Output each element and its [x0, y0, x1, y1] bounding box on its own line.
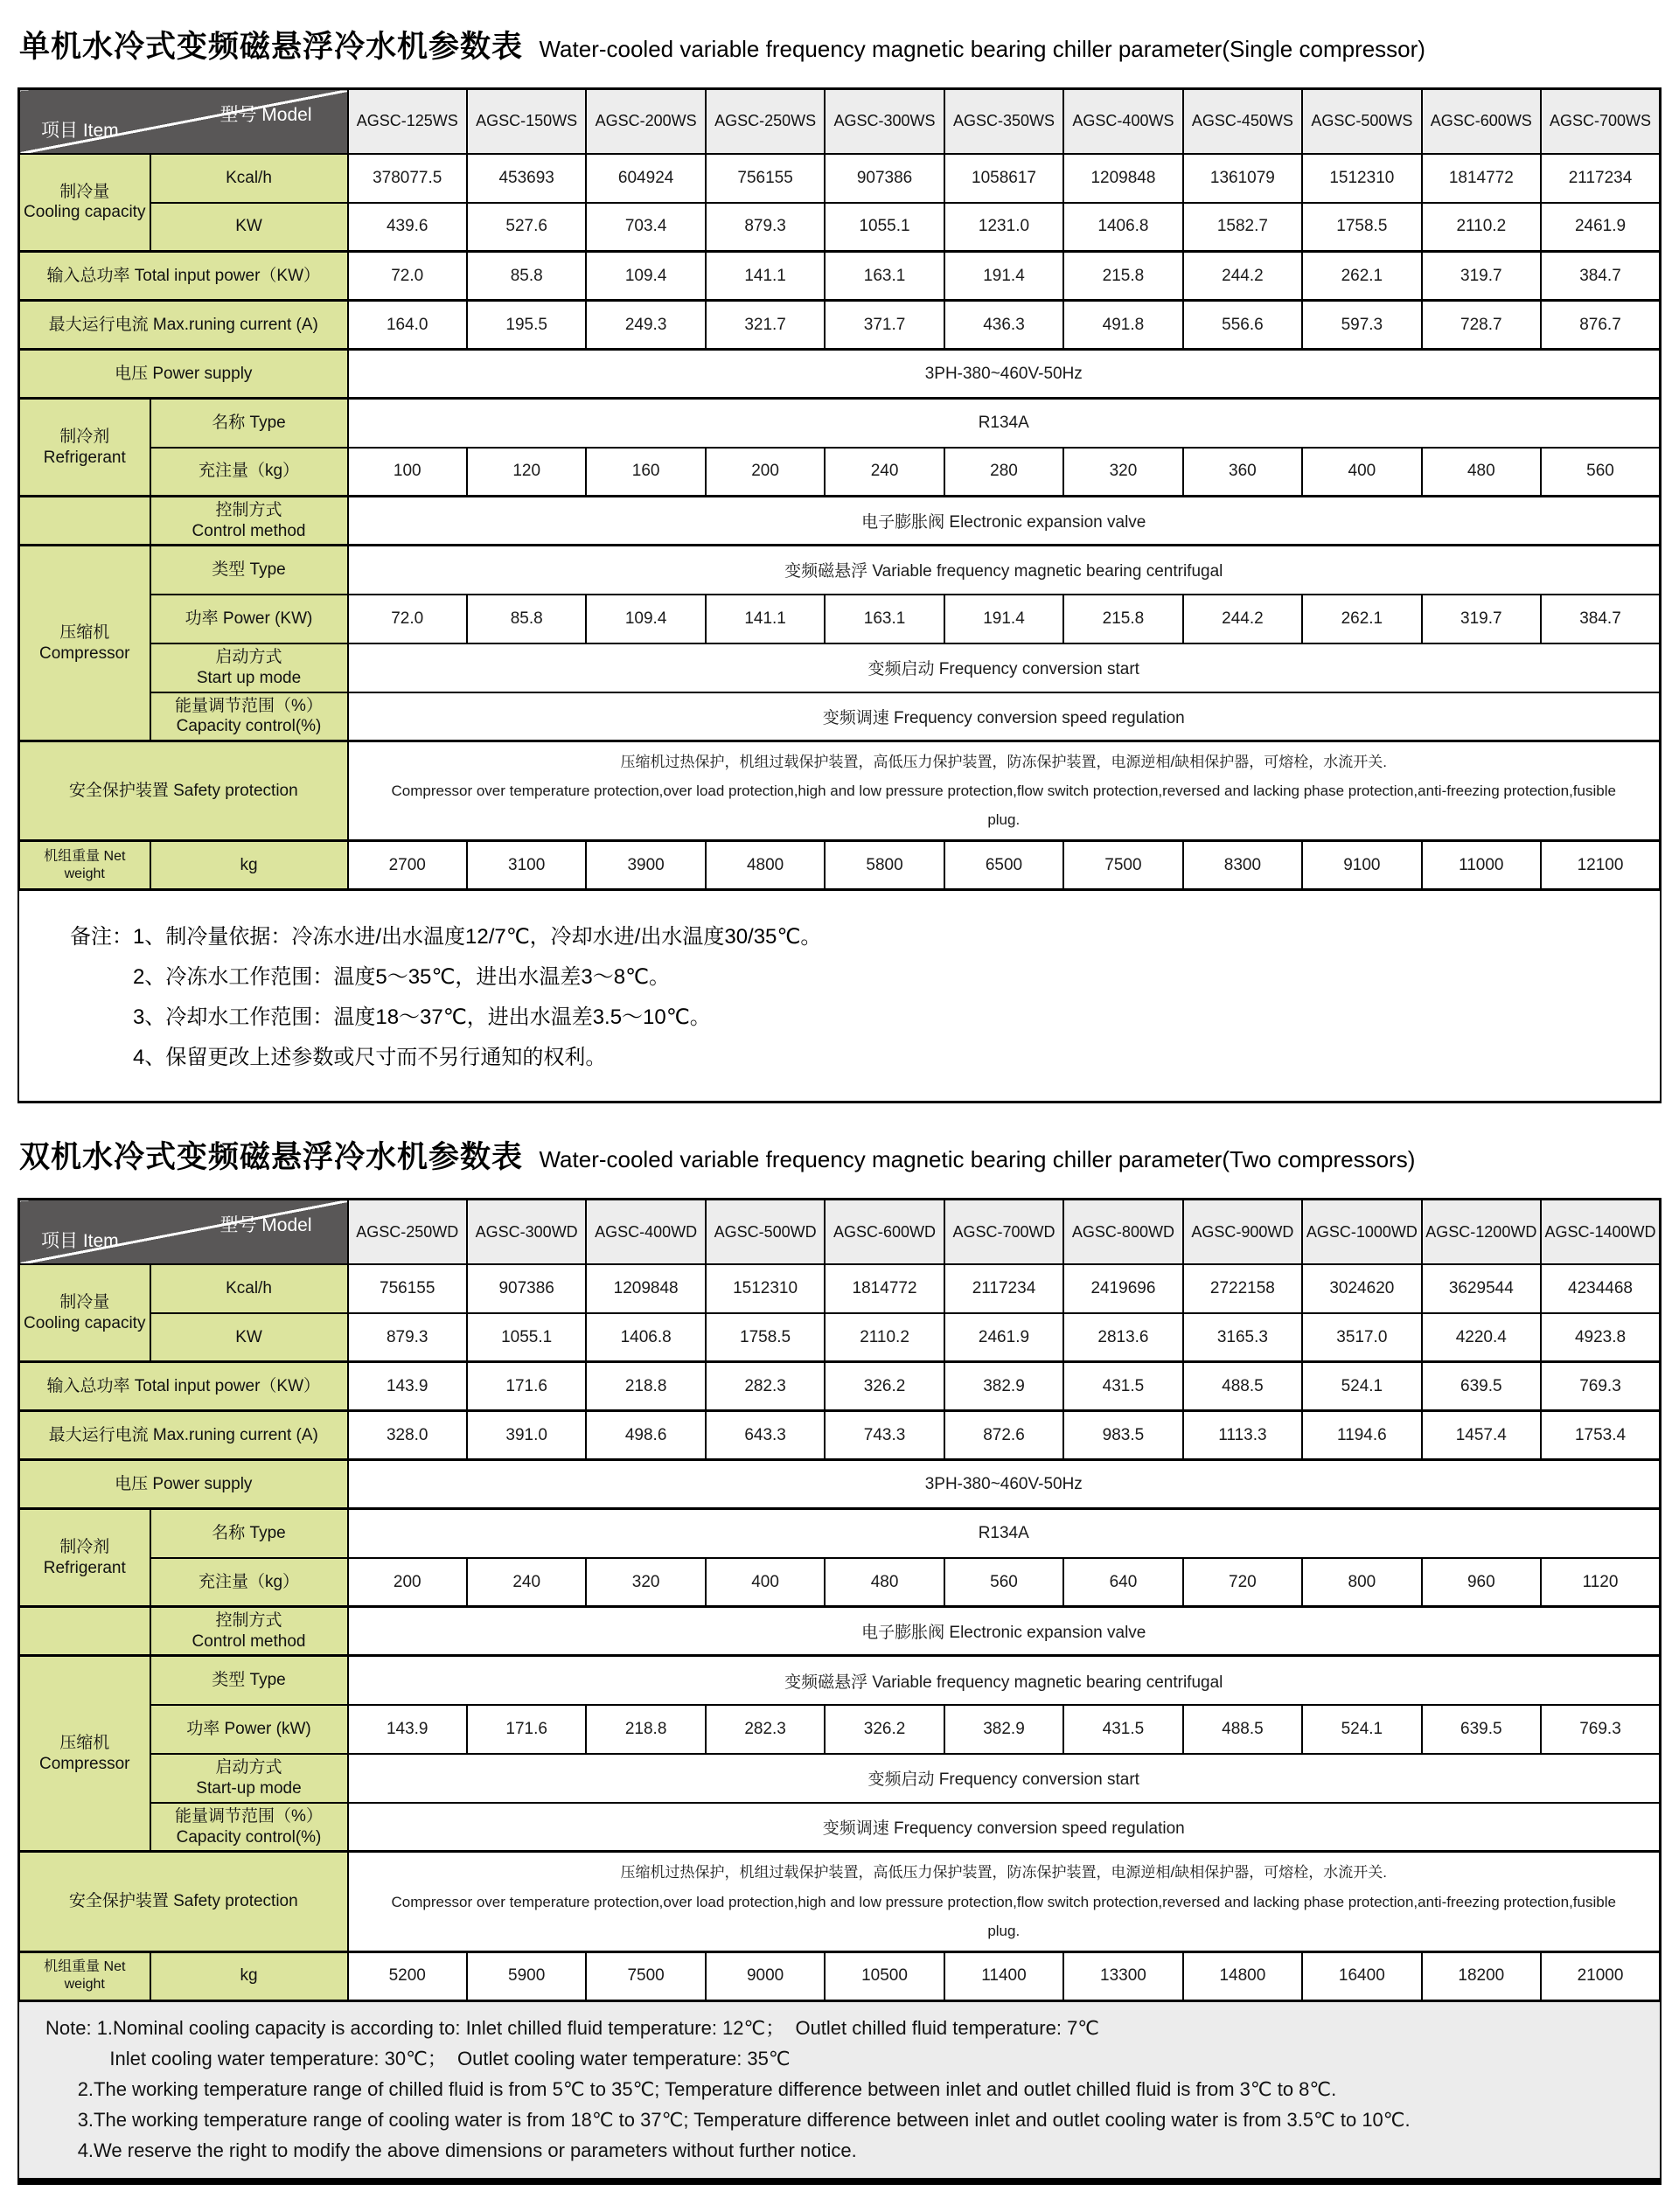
row-label: 最大运行电流 Max.runing current (A)	[19, 301, 348, 350]
merged-value-cell: 压缩机过热保护，机组过载保护装置，高低压力保护装置，防冻保护装置，电源逆相/缺相保护器，可熔栓，水流开关. Compressor over temperature protection,over load protection,high and low pressure protection,flow switch protection,reversed and lacking phase protection,anti-freezing protection,fusible plug.	[348, 741, 1661, 841]
value-cell: 262.1	[1302, 595, 1421, 643]
value-cell: 10500	[825, 1951, 944, 2000]
value-cell: 1209848	[1063, 154, 1182, 203]
value-cell: 556.6	[1183, 301, 1302, 350]
model-column-header: AGSC-300WS	[825, 89, 944, 154]
value-cell: 439.6	[348, 203, 467, 252]
value-cell: 320	[586, 1558, 705, 1607]
value-cell: 240	[825, 448, 944, 497]
two-compressor-table	[17, 1198, 1662, 2001]
value-cell: 191.4	[944, 595, 1063, 643]
model-column-header: AGSC-800WD	[1063, 1200, 1182, 1264]
value-cell: 1814772	[825, 1264, 944, 1313]
group-label: 制冷量 Cooling capacity	[19, 154, 150, 252]
model-column-header: AGSC-400WS	[1063, 89, 1182, 154]
group-label: 机组重量 Net weight	[19, 841, 150, 890]
value-cell: 319.7	[1422, 595, 1541, 643]
model-column-header: AGSC-300WD	[467, 1200, 586, 1264]
model-column-header: AGSC-600WD	[825, 1200, 944, 1264]
group-label	[19, 1607, 150, 1656]
value-cell: 1120	[1541, 1558, 1660, 1607]
item-model-header-cell	[19, 89, 348, 154]
table2-title-zh: 双机水冷式变频磁悬浮冷水机参数表	[19, 1140, 524, 1175]
model-header-label: 型号 Model	[219, 105, 312, 125]
model-column-header: AGSC-450WS	[1183, 89, 1302, 154]
value-cell: 1406.8	[1063, 203, 1182, 252]
row-label: 启动方式 Start up mode	[150, 643, 348, 692]
model-column-header: AGSC-400WD	[586, 1200, 705, 1264]
value-cell: 7500	[1063, 841, 1182, 890]
value-cell: 720	[1183, 1558, 1302, 1607]
value-cell: 769.3	[1541, 1362, 1660, 1411]
group-label: 压缩机 Compressor	[19, 1656, 150, 1852]
value-cell: 391.0	[467, 1411, 586, 1460]
value-cell: 2461.9	[944, 1313, 1063, 1362]
row-label: 类型 Type	[150, 546, 348, 595]
model-column-header: AGSC-250WD	[348, 1200, 467, 1264]
value-cell: 1582.7	[1183, 203, 1302, 252]
value-cell: 16400	[1302, 1951, 1421, 2000]
note-line: 备注：1、制冷量依据：冷冻水进/出水温度12/7℃，冷却水进/出水温度30/35℃。	[70, 925, 822, 949]
value-cell: 320	[1063, 448, 1182, 497]
value-cell: 215.8	[1063, 595, 1182, 643]
value-cell: 1058617	[944, 154, 1063, 203]
value-cell: 1209848	[586, 1264, 705, 1313]
model-column-header: AGSC-250WS	[706, 89, 825, 154]
group-label	[19, 497, 150, 546]
value-cell: 453693	[467, 154, 586, 203]
value-cell: 143.9	[348, 1362, 467, 1411]
merged-value-cell: R134A	[348, 399, 1661, 448]
value-cell: 431.5	[1063, 1705, 1182, 1754]
row-label: 充注量（kg）	[150, 448, 348, 497]
item-model-header-cell	[19, 1200, 348, 1264]
model-column-header: AGSC-1000WD	[1302, 1200, 1421, 1264]
value-cell: 109.4	[586, 252, 705, 301]
value-cell: 2419696	[1063, 1264, 1182, 1313]
value-cell: 7500	[586, 1951, 705, 2000]
value-cell: 195.5	[467, 301, 586, 350]
value-cell: 218.8	[586, 1705, 705, 1754]
value-cell: 109.4	[586, 595, 705, 643]
note-line: 4、保留更改上述参数或尺寸而不另行通知的权利。	[70, 1046, 607, 1070]
single-compressor-table	[17, 87, 1662, 891]
two-compressor-notes	[17, 2002, 1662, 2185]
value-cell: 1814772	[1422, 154, 1541, 203]
value-cell: 4800	[706, 841, 825, 890]
value-cell: 639.5	[1422, 1362, 1541, 1411]
single-compressor-notes	[17, 891, 1662, 1103]
value-cell: 640	[1063, 1558, 1182, 1607]
model-header-label: 型号 Model	[219, 1215, 312, 1236]
value-cell: 141.1	[706, 595, 825, 643]
model-column-header: AGSC-500WD	[706, 1200, 825, 1264]
value-cell: 769.3	[1541, 1705, 1660, 1754]
model-column-header: AGSC-1400WD	[1541, 1200, 1660, 1264]
value-cell: 876.7	[1541, 301, 1660, 350]
value-cell: 597.3	[1302, 301, 1421, 350]
row-label: Kcal/h	[150, 1264, 348, 1313]
value-cell: 524.1	[1302, 1705, 1421, 1754]
value-cell: 1113.3	[1183, 1411, 1302, 1460]
row-label: 电压 Power supply	[19, 350, 348, 399]
value-cell: 6500	[944, 841, 1063, 890]
model-column-header: AGSC-150WS	[467, 89, 586, 154]
value-cell: 800	[1302, 1558, 1421, 1607]
value-cell: 5900	[467, 1951, 586, 2000]
row-label: 输入总功率 Total input power（KW）	[19, 252, 348, 301]
value-cell: 480	[825, 1558, 944, 1607]
merged-value-cell: 3PH-380~460V-50Hz	[348, 1460, 1661, 1509]
value-cell: 371.7	[825, 301, 944, 350]
value-cell: 160	[586, 448, 705, 497]
value-cell: 728.7	[1422, 301, 1541, 350]
value-cell: 163.1	[825, 595, 944, 643]
value-cell: 3517.0	[1302, 1313, 1421, 1362]
value-cell: 703.4	[586, 203, 705, 252]
value-cell: 382.9	[944, 1705, 1063, 1754]
value-cell: 244.2	[1183, 252, 1302, 301]
value-cell: 756155	[706, 154, 825, 203]
value-cell: 400	[1302, 448, 1421, 497]
value-cell: 200	[348, 1558, 467, 1607]
value-cell: 5200	[348, 1951, 467, 2000]
row-label: KW	[150, 203, 348, 252]
value-cell: 488.5	[1183, 1362, 1302, 1411]
row-label: 名称 Type	[150, 1509, 348, 1558]
model-column-header: AGSC-350WS	[944, 89, 1063, 154]
table2-title-en: Water-cooled variable frequency magnetic bearing chiller parameter(Two compressors)	[539, 1146, 1416, 1173]
value-cell: 21000	[1541, 1951, 1660, 2000]
note-line: 3、冷却水工作范围：温度18～37℃，进出水温差3.5～10℃。	[70, 1005, 711, 1030]
group-label: 制冷量 Cooling capacity	[19, 1264, 150, 1362]
group-label: 压缩机 Compressor	[19, 546, 150, 741]
row-label: 能量调节范围（%） Capacity control(%)	[150, 1803, 348, 1852]
value-cell: 1512310	[706, 1264, 825, 1313]
value-cell: 384.7	[1541, 252, 1660, 301]
value-cell: 2461.9	[1541, 203, 1660, 252]
value-cell: 872.6	[944, 1411, 1063, 1460]
value-cell: 1055.1	[825, 203, 944, 252]
value-cell: 756155	[348, 1264, 467, 1313]
value-cell: 527.6	[467, 203, 586, 252]
model-column-header: AGSC-500WS	[1302, 89, 1421, 154]
row-label: 名称 Type	[150, 399, 348, 448]
value-cell: 321.7	[706, 301, 825, 350]
value-cell: 4923.8	[1541, 1313, 1660, 1362]
value-cell: 879.3	[348, 1313, 467, 1362]
value-cell: 218.8	[586, 1362, 705, 1411]
note-line: 2、冷冻水工作范围：温度5～35℃，进出水温差3～8℃。	[70, 965, 670, 990]
row-label: 能量调节范围（%） Capacity control(%)	[150, 692, 348, 741]
value-cell: 200	[706, 448, 825, 497]
value-cell: 3629544	[1422, 1264, 1541, 1313]
model-column-header: AGSC-900WD	[1183, 1200, 1302, 1264]
merged-value-cell: R134A	[348, 1509, 1661, 1558]
item-header-label: 项目 Item	[41, 1230, 119, 1251]
row-label: 安全保护装置 Safety protection	[19, 741, 348, 841]
row-label: 输入总功率 Total input power（KW）	[19, 1362, 348, 1411]
value-cell: 743.3	[825, 1411, 944, 1460]
value-cell: 9000	[706, 1951, 825, 2000]
value-cell: 604924	[586, 154, 705, 203]
value-cell: 1457.4	[1422, 1411, 1541, 1460]
value-cell: 171.6	[467, 1705, 586, 1754]
value-cell: 3024620	[1302, 1264, 1421, 1313]
merged-value-cell: 变频调速 Frequency conversion speed regulation	[348, 1803, 1661, 1852]
value-cell: 11000	[1422, 841, 1541, 890]
value-cell: 1758.5	[706, 1313, 825, 1362]
value-cell: 2700	[348, 841, 467, 890]
value-cell: 2117234	[1541, 154, 1660, 203]
value-cell: 280	[944, 448, 1063, 497]
value-cell: 960	[1422, 1558, 1541, 1607]
row-label: 类型 Type	[150, 1656, 348, 1705]
value-cell: 191.4	[944, 252, 1063, 301]
merged-value-cell: 变频启动 Frequency conversion start	[348, 643, 1661, 692]
value-cell: 639.5	[1422, 1705, 1541, 1754]
table1-title	[19, 23, 1662, 66]
value-cell: 431.5	[1063, 1362, 1182, 1411]
row-label: 控制方式 Control method	[150, 1607, 348, 1656]
value-cell: 143.9	[348, 1705, 467, 1754]
value-cell: 282.3	[706, 1705, 825, 1754]
value-cell: 8300	[1183, 841, 1302, 890]
value-cell: 12100	[1541, 841, 1660, 890]
row-label: 功率 Power (KW)	[150, 595, 348, 643]
value-cell: 2722158	[1183, 1264, 1302, 1313]
value-cell: 907386	[467, 1264, 586, 1313]
merged-value-cell: 变频磁悬浮 Variable frequency magnetic bearing centrifugal	[348, 1656, 1661, 1705]
value-cell: 524.1	[1302, 1362, 1421, 1411]
value-cell: 1406.8	[586, 1313, 705, 1362]
value-cell: 2813.6	[1063, 1313, 1182, 1362]
value-cell: 643.3	[706, 1411, 825, 1460]
value-cell: 249.3	[586, 301, 705, 350]
model-column-header: AGSC-600WS	[1422, 89, 1541, 154]
value-cell: 491.8	[1063, 301, 1182, 350]
note-line: 3.The working temperature range of cooling water is from 18℃ to 37℃; Temperature difference between inlet and outlet cooling water is from 3.5℃ to 10℃.	[45, 2108, 1411, 2131]
value-cell: 85.8	[467, 252, 586, 301]
merged-value-cell: 变频磁悬浮 Variable frequency magnetic bearing centrifugal	[348, 546, 1661, 595]
value-cell: 2110.2	[825, 1313, 944, 1362]
value-cell: 85.8	[467, 595, 586, 643]
row-label: KW	[150, 1313, 348, 1362]
table1-title-en: Water-cooled variable frequency magnetic bearing chiller parameter(Single compressor)	[539, 36, 1425, 62]
value-cell: 282.3	[706, 1362, 825, 1411]
merged-value-cell: 变频调速 Frequency conversion speed regulation	[348, 692, 1661, 741]
note-line: Inlet cooling water temperature: 30℃； Outlet cooling water temperature: 35℃	[45, 2047, 791, 2069]
value-cell: 1194.6	[1302, 1411, 1421, 1460]
value-cell: 141.1	[706, 252, 825, 301]
value-cell: 3100	[467, 841, 586, 890]
model-column-header: AGSC-125WS	[348, 89, 467, 154]
value-cell: 1758.5	[1302, 203, 1421, 252]
value-cell: 9100	[1302, 841, 1421, 890]
value-cell: 240	[467, 1558, 586, 1607]
row-label: 最大运行电流 Max.runing current (A)	[19, 1411, 348, 1460]
value-cell: 11400	[944, 1951, 1063, 2000]
value-cell: 3165.3	[1183, 1313, 1302, 1362]
value-cell: 262.1	[1302, 252, 1421, 301]
row-label: Kcal/h	[150, 154, 348, 203]
value-cell: 326.2	[825, 1362, 944, 1411]
note-line: Note: 1.Nominal cooling capacity is according to: Inlet chilled fluid temperature: 12℃； Outlet chilled fluid temperature: 7℃	[45, 2016, 1100, 2039]
merged-value-cell: 电子膨胀阀 Electronic expansion valve	[348, 497, 1661, 546]
value-cell: 480	[1422, 448, 1541, 497]
merged-value-cell: 电子膨胀阀 Electronic expansion valve	[348, 1607, 1661, 1656]
value-cell: 1231.0	[944, 203, 1063, 252]
value-cell: 5800	[825, 841, 944, 890]
value-cell: 1055.1	[467, 1313, 586, 1362]
value-cell: 560	[944, 1558, 1063, 1607]
value-cell: 14800	[1183, 1951, 1302, 2000]
row-label: 功率 Power (kW)	[150, 1705, 348, 1754]
model-column-header: AGSC-1200WD	[1422, 1200, 1541, 1264]
row-label: 充注量（kg）	[150, 1558, 348, 1607]
value-cell: 244.2	[1183, 595, 1302, 643]
value-cell: 326.2	[825, 1705, 944, 1754]
note-line: 4.We reserve the right to modify the above dimensions or parameters without further notice.	[45, 2139, 857, 2161]
table2-title	[19, 1133, 1662, 1177]
model-column-header: AGSC-700WD	[944, 1200, 1063, 1264]
table1-title-zh: 单机水冷式变频磁悬浮冷水机参数表	[19, 30, 524, 64]
value-cell: 384.7	[1541, 595, 1660, 643]
value-cell: 120	[467, 448, 586, 497]
value-cell: 488.5	[1183, 1705, 1302, 1754]
value-cell: 382.9	[944, 1362, 1063, 1411]
value-cell: 560	[1541, 448, 1660, 497]
model-column-header: AGSC-700WS	[1541, 89, 1660, 154]
value-cell: 13300	[1063, 1951, 1182, 2000]
row-label: 启动方式 Start-up mode	[150, 1754, 348, 1803]
merged-value-cell: 压缩机过热保护，机组过载保护装置，高低压力保护装置，防冻保护装置，电源逆相/缺相保护器，可熔栓，水流开关. Compressor over temperature protection,over load protection,high and low pressure protection,flow switch protection,reversed and lacking phase protection,anti-freezing protection,fusible plug.	[348, 1852, 1661, 1951]
value-cell: 100	[348, 448, 467, 497]
row-label: 控制方式 Control method	[150, 497, 348, 546]
value-cell: 983.5	[1063, 1411, 1182, 1460]
row-label: 电压 Power supply	[19, 1460, 348, 1509]
value-cell: 2110.2	[1422, 203, 1541, 252]
value-cell: 72.0	[348, 595, 467, 643]
model-column-header: AGSC-200WS	[586, 89, 705, 154]
value-cell: 4234468	[1541, 1264, 1660, 1313]
group-label: 制冷剂 Refrigerant	[19, 1509, 150, 1607]
value-cell: 400	[706, 1558, 825, 1607]
merged-value-cell: 变频启动 Frequency conversion start	[348, 1754, 1661, 1803]
value-cell: 215.8	[1063, 252, 1182, 301]
value-cell: 879.3	[706, 203, 825, 252]
value-cell: 360	[1183, 448, 1302, 497]
value-cell: 319.7	[1422, 252, 1541, 301]
value-cell: 328.0	[348, 1411, 467, 1460]
merged-value-cell: 3PH-380~460V-50Hz	[348, 350, 1661, 399]
group-label: 机组重量 Net weight	[19, 1951, 150, 2000]
group-label: 制冷剂 Refrigerant	[19, 399, 150, 497]
value-cell: 1512310	[1302, 154, 1421, 203]
value-cell: 378077.5	[348, 154, 467, 203]
value-cell: 72.0	[348, 252, 467, 301]
value-cell: 1361079	[1183, 154, 1302, 203]
item-header-label: 项目 Item	[41, 120, 119, 141]
value-cell: 2117234	[944, 1264, 1063, 1313]
value-cell: 907386	[825, 154, 944, 203]
row-label: kg	[150, 1951, 348, 2000]
value-cell: 3900	[586, 841, 705, 890]
value-cell: 436.3	[944, 301, 1063, 350]
value-cell: 1753.4	[1541, 1411, 1660, 1460]
value-cell: 164.0	[348, 301, 467, 350]
value-cell: 498.6	[586, 1411, 705, 1460]
value-cell: 163.1	[825, 252, 944, 301]
row-label: kg	[150, 841, 348, 890]
value-cell: 18200	[1422, 1951, 1541, 2000]
row-label: 安全保护装置 Safety protection	[19, 1852, 348, 1951]
value-cell: 171.6	[467, 1362, 586, 1411]
value-cell: 4220.4	[1422, 1313, 1541, 1362]
note-line: 2.The working temperature range of chilled fluid is from 5℃ to 35℃; Temperature difference between inlet and outlet chilled fluid is from 3℃ to 8℃.	[45, 2077, 1337, 2100]
